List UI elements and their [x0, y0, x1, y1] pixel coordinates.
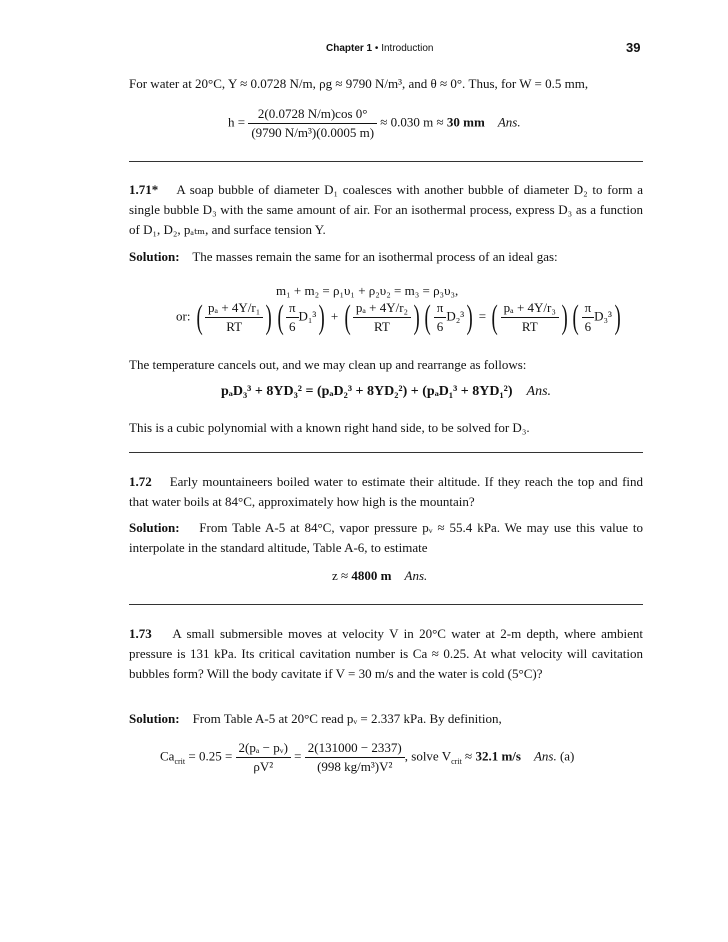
problem-1-72-statement	[129, 472, 643, 512]
eq-lhs: h =	[228, 114, 246, 130]
ans-label: Ans.	[497, 114, 521, 130]
problem-1-73-statement	[129, 624, 643, 684]
solution-label: Solution:	[129, 711, 180, 726]
solution-label: Solution:	[129, 520, 180, 535]
fraction-numerator: 2(0.0728 N/m)cos 0°	[248, 106, 377, 124]
d2-cubed: D₂³	[446, 308, 465, 324]
density-equation: or: ( $\frac{\text{pₐ + 4Y/r₁}}{RT}$ ) ( $\frac{\pi}{6}$ D₁³) + ( $\frac{\text{pₐ + 4Y/r₂}}{RT}$ ) ( $\frac{\pi}{6}$ D₂³) = ( $\frac{\text{pₐ + 4Y/r₃}}{RT}$ ) ( $\frac{\pi}{6}$ D₃³)	[176, 298, 621, 336]
ans-label: Ans.	[526, 384, 552, 399]
problem-text: A small submersible moves at velocity V in 20°C water at 2-m depth, where ambient pressure is 131 kPa. Its critical cavitation number is Ca ≈ 0.25. At what velocity will cavitation bubbles form? Will the body cavitate if V = 30 m/s and the water is cold (5°C)?	[129, 626, 643, 681]
running-head	[326, 43, 433, 54]
result-value: 4800 m	[351, 568, 392, 583]
solution-text: From Table A-5 at 20°C read pᵥ = 2.337 kPa. By definition,	[192, 711, 502, 726]
ans-label: Ans.	[404, 568, 428, 583]
fraction-1-denominator: ρV²	[253, 759, 274, 774]
or-label: or:	[176, 308, 191, 324]
cubic-lhs: pₐD₃³ + 8YD₃²	[221, 384, 302, 399]
water-properties-line: For water at 20°C, Y ≈ 0.0728 N/m, ρg ≈ 9790 N/m³, and θ ≈ 0°. Thus, for W = 0.5 mm,	[129, 76, 589, 91]
result-value: 32.1 m/s	[475, 748, 521, 764]
solution-text: The masses remain the same for an isothermal process of an ideal gas:	[192, 249, 558, 264]
cubic-term-2: (pₐD₁³ + 8YD₁²)	[422, 384, 513, 399]
divider	[129, 161, 643, 162]
fraction-1-numerator: 2(pₐ − pᵥ)	[236, 740, 291, 758]
solution-text: From Table A-5 at 84°C, vapor pressure pᵥ ≈ 55.4 kPa. We may use this value to interpolate in the standard altitude, Table A-6, to estimate	[129, 520, 644, 555]
term3-numerator: pₐ + 4Y/r₃	[501, 300, 559, 318]
temperature-cancels-text: The temperature cancels out, and we may clean up and rearrange as follows:	[129, 357, 527, 372]
problem-text: Early mountaineers boiled water to estimate their altitude. If they reach the top and find that water boils at 84°C, approximately how high is the mountain?	[129, 474, 644, 509]
bullet: •	[374, 43, 379, 54]
problem-label: 1.71*	[129, 182, 159, 197]
problem-1-72-solution	[129, 518, 643, 558]
divider	[129, 452, 643, 453]
altitude-result: z ≈ 4800 m Ans.	[332, 568, 428, 583]
height-fraction	[248, 106, 377, 141]
mass-equation: m₁ + m₂ = ρ₁υ₁ + ρ₂υ₂ = m₃ = ρ₃υ₃,	[276, 283, 459, 298]
cubic-equation: pₐD₃³ + 8YD₃² = (pₐD₂³ + 8YD₂²) + (pₐD₁³ + 8YD₁²) Ans.	[221, 384, 552, 399]
solution-label: Solution:	[129, 249, 180, 264]
term1-numerator: pₐ + 4Y/r₁	[205, 300, 263, 318]
chapter-label: Chapter 1	[326, 43, 373, 54]
d1-cubed: D₁³	[298, 308, 317, 324]
eq-result: 30 mm	[446, 114, 485, 130]
cubic-note: This is a cubic polynomial with a known right hand side, to be solved for D₃.	[129, 420, 530, 435]
page-header	[0, 40, 728, 60]
height-equation	[228, 106, 521, 141]
d3-cubed: D₃³	[594, 308, 612, 324]
problem-1-71-statement	[129, 180, 643, 240]
problem-1-71-solution-intro	[129, 247, 643, 267]
cubic-term-1: (pₐD₂³ + 8YD₂²)	[316, 384, 408, 399]
problem-label: 1.73	[129, 626, 152, 641]
fraction-denominator: (9790 N/m³)(0.0005 m)	[251, 125, 375, 140]
part-label: (a)	[559, 748, 575, 764]
divider	[129, 604, 643, 605]
term1-denominator: RT	[226, 319, 243, 334]
problem-1-73-solution-intro	[129, 709, 643, 729]
page-number: 39	[626, 40, 641, 55]
cavitation-equation: $Ca_{crit} = 0.25$ = $\frac{\text{2(pₐ − pᵥ)}}{\text{ρV²}}$ = $\frac{2(131000 - 2337)}{\text{(998 kg/m³)V²}}$ , solve $V_{crit} \approx 32.1$ m/s Ans. (a)	[160, 740, 575, 774]
fraction-2-numerator: 2(131000 − 2337)	[305, 740, 405, 758]
fraction-2-denominator: (998 kg/m³)V²	[317, 759, 393, 774]
eq-approx: ≈ 0.030 m ≈	[380, 114, 444, 130]
problem-label: 1.72	[129, 474, 152, 489]
ans-label: Ans.	[533, 748, 557, 764]
chapter-title: Introduction	[381, 43, 434, 54]
problem-text: A soap bubble of diameter D₁ coalesces with another bubble of diameter D₂ to form a single bubble D₃ with the same amount of air. For an isothermal process, express D₃ as a function of D₁, D₂, pₐₜₘ, and surface tension Y.	[129, 182, 643, 237]
term2-numerator: pₐ + 4Y/r₂	[353, 300, 411, 318]
